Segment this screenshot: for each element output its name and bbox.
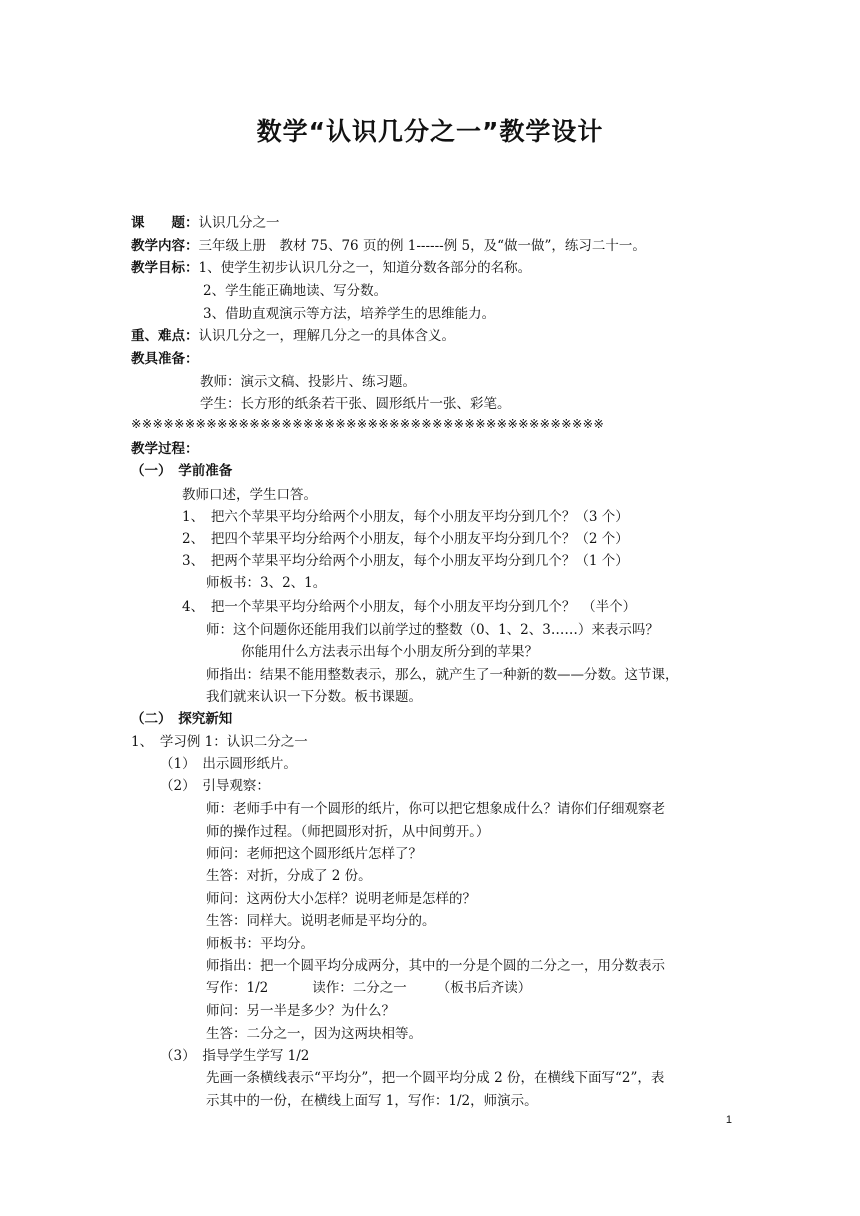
- key-value: 认识几分之一，理解几分之一的具体含义。: [198, 328, 455, 344]
- question-item: 1、 把六个苹果平均分给两个小朋友，每个小朋友平均分到几个？（3 个）: [182, 509, 629, 525]
- dialogue-line: 先画一条横线表示“平均分”，把一个圆平均分成 2 份，在横线下面写“2”，表: [206, 1070, 665, 1086]
- content-value: 三年级上册 教材 75、76 页的例 1------例 5，及“做一做”，练习二十一。: [198, 238, 646, 254]
- goals-row: [131, 259, 531, 277]
- part2-heading: （二） 探究新知: [131, 711, 233, 727]
- document-title: 数学“认识几分之一”教学设计: [256, 117, 604, 146]
- question-item: 2、 把四个苹果平均分给两个小朋友，每个小朋友平均分到几个？（2 个）: [182, 531, 629, 547]
- dialogue-line: 师问：老师把这个圆形纸片怎样了？: [206, 846, 422, 862]
- teacher-line: 我们就来认识一下分数。板书课题。: [206, 689, 422, 705]
- separator-line: ※※※※※※※※※※※※※※※※※※※※※※※※※※※※※※※※※※※※※※※※※※※※: [131, 416, 605, 431]
- part1-heading: （一） 学前准备: [131, 463, 233, 479]
- step-item: （2） 引导观察：: [160, 778, 270, 794]
- dialogue-line: 师指出：把一个圆平均分成两分，其中的一分是个圆的二分之一，用分数表示: [206, 958, 665, 974]
- dialogue-line: 生答：同样大。说明老师是平均分的。: [206, 913, 436, 929]
- question-item: 3、 把两个苹果平均分给两个小朋友，每个小朋友平均分到几个？（1 个）: [182, 553, 629, 569]
- step-item: （1） 出示圆形纸片。: [160, 756, 297, 772]
- dialogue-line: 师：老师手中有一个圆形的纸片，你可以把它想象成什么？请你们仔细观察老: [206, 801, 665, 817]
- example-heading: 1、 学习例 1：认识二分之一: [131, 734, 308, 750]
- tools-item-teacher: 教师：演示文稿、投影片、练习题。: [200, 374, 416, 390]
- write-form: 写作：1/2: [206, 980, 269, 996]
- dialogue-line: 师问：另一半是多少？为什么？: [206, 1003, 395, 1019]
- goal-item: 1、使学生初步认识几分之一，知道分数各部分的名称。: [198, 260, 532, 276]
- teacher-line: 师指出：结果不能用整数表示，那么，就产生了一种新的数——分数。这节课，: [206, 667, 679, 683]
- goal-item: 2、学生能正确地读、写分数。: [203, 283, 388, 299]
- step-item: （3） 指导学生学写 1/2: [160, 1048, 310, 1064]
- process-label: 教学过程：: [131, 441, 199, 457]
- topic-row: [131, 214, 280, 232]
- page-number: 1: [725, 1114, 732, 1126]
- tools-label: 教具准备：: [131, 351, 199, 367]
- board-note: （板书后齐读）: [436, 980, 532, 996]
- key-row: [131, 327, 455, 345]
- goal-item: 3、借助直观演示等方法，培养学生的思维能力。: [203, 306, 496, 322]
- read-form: 读作：二分之一: [312, 980, 407, 996]
- board-note: 师板书：3、2、1。: [206, 575, 327, 591]
- content-row: [131, 237, 646, 255]
- part1-intro: 教师口述，学生口答。: [182, 487, 317, 503]
- dialogue-line: 生答：二分之一，因为这两块相等。: [206, 1026, 422, 1042]
- dialogue-line: 师问：这两份大小怎样？说明老师是怎样的？: [206, 891, 476, 907]
- teacher-line: 师：这个问题你还能用我们以前学过的整数（0、1、2、3……）来表示吗？: [206, 622, 659, 638]
- dialogue-line: 示其中的一份，在横线上面写 1，写作：1/2，师演示。: [206, 1093, 538, 1109]
- dialogue-line: 师板书：平均分。: [206, 936, 314, 952]
- dialogue-line: 师的操作过程。（师把圆形对折，从中间剪开。）: [206, 824, 490, 840]
- key-label: 重、难点：: [131, 328, 199, 344]
- topic-label: 课 题：: [131, 215, 199, 231]
- dialogue-line: 生答：对折，分成了 2 份。: [206, 868, 372, 884]
- write-read-line: [206, 979, 531, 997]
- topic-value: 认识几分之一: [198, 215, 280, 231]
- tools-item-student: 学生：长方形的纸条若干张、圆形纸片一张、彩笔。: [200, 396, 511, 412]
- content-label: 教学内容：: [131, 238, 199, 254]
- goals-label: 教学目标：: [131, 260, 199, 276]
- question-item: 4、 把一个苹果平均分给两个小朋友，每个小朋友平均分到几个？ （半个）: [182, 599, 637, 615]
- teacher-line: 你能用什么方法表示出每个小朋友所分到的苹果？: [241, 644, 538, 660]
